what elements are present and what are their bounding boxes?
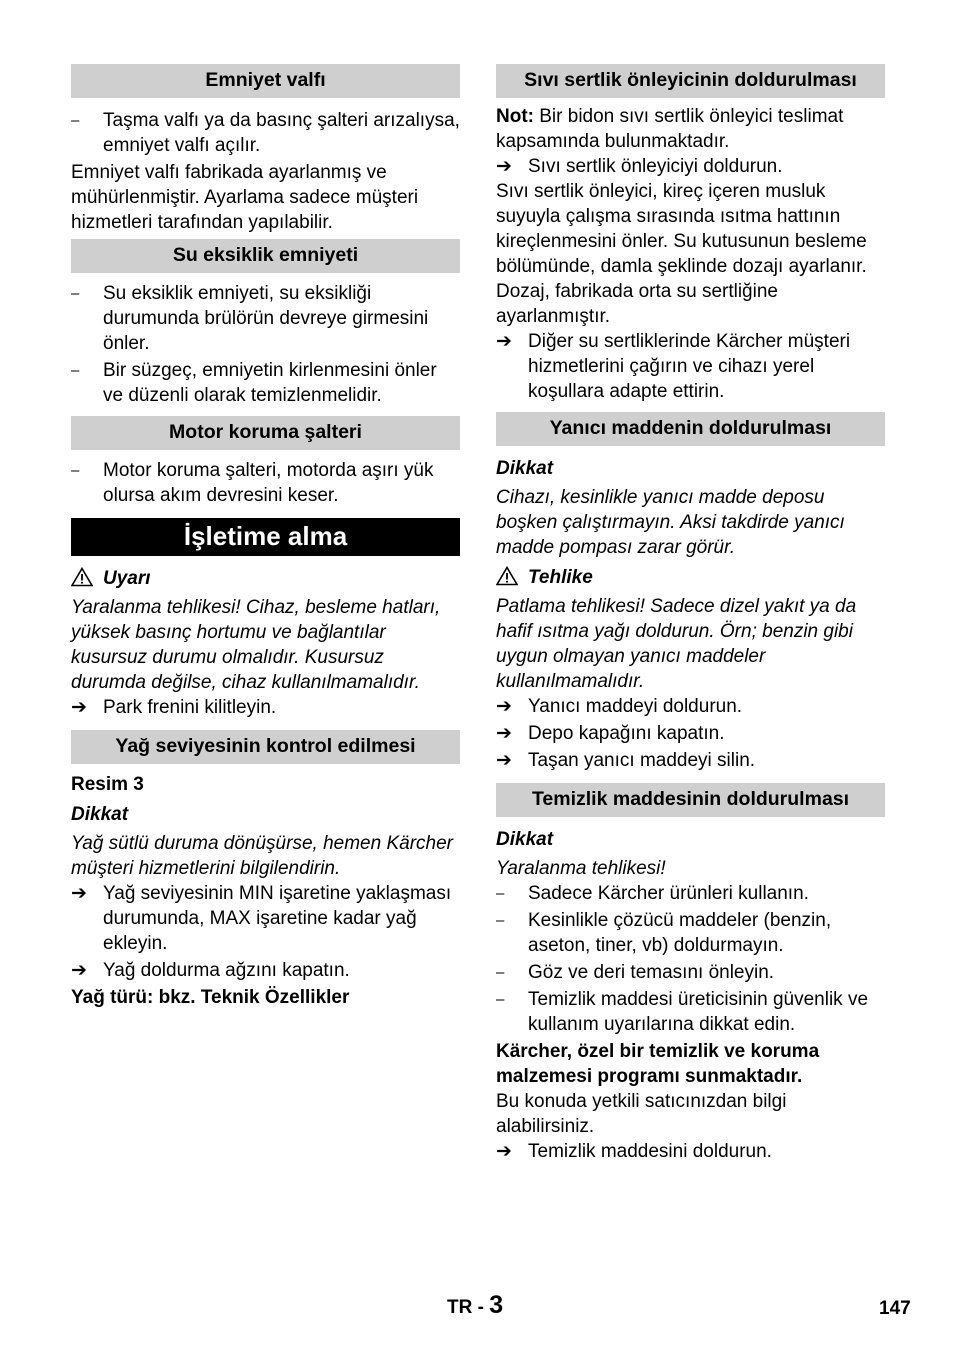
list-item: – Bir süzgeç, emniyetin kirlenmesini önler ve düzenli olarak temizlenmelidir.: [71, 358, 460, 408]
arrow-icon: ➔: [496, 696, 512, 717]
section-header-emniyet-valfi: Emniyet valfı: [71, 64, 460, 98]
section-header-sivi-sertlik: Sıvı sertlik önleyicinin doldurulması: [496, 64, 885, 98]
program-note: Kärcher, özel bir temizlik ve koruma malzemesi programı sunmaktadır.: [496, 1041, 820, 1087]
warning-triangle-icon: [71, 567, 93, 587]
step-item: ➔ Temizlik maddesini doldurun.: [496, 1141, 772, 1162]
caution-label: Dikkat: [496, 458, 554, 479]
list-item: – Kesinlikle çözücü maddeler (benzin, aseton, tiner, vb) doldurmayın.: [496, 908, 885, 958]
step-item: ➔ Yağ doldurma ağzını kapatın.: [71, 960, 350, 981]
step-item: ➔ Taşan yanıcı maddeyi silin.: [496, 750, 756, 771]
section-header-yag-seviyesi: Yağ seviyesinin kontrol edilmesi: [71, 730, 460, 764]
oil-type-note: Yağ türü: bkz. Teknik Özellikler: [71, 987, 350, 1008]
page-number: 147: [879, 1298, 911, 1319]
step-item: ➔ Yanıcı maddeyi doldurun.: [496, 696, 743, 717]
danger-text: Patlama tehlikesi! Sadece dizel yakıt ya da hafif ısıtma yağı doldurun. Örn; benzin gibi uygun olmayan yanıcı maddeler kullanılmamalıdır.: [496, 596, 857, 692]
paragraph: Dozaj, fabrikada orta su sertliğine ayarlanmıştır.: [496, 281, 778, 327]
list-item: – Sadece Kärcher ürünleri kullanın.: [496, 881, 885, 906]
warning-triangle-icon: [496, 566, 518, 586]
list-item: – Motor koruma şalteri, motorda aşırı yük olursa akım devresini keser.: [71, 458, 460, 508]
list-item: – Taşma valfı ya da basınç şalteri arızalıysa, emniyet valfı açılır.: [71, 108, 460, 158]
caution-text: Yaralanma tehlikesi!: [496, 858, 666, 879]
right-column: [496, 64, 885, 1164]
arrow-icon: ➔: [496, 156, 512, 177]
chapter-title: İşletime alma: [71, 518, 460, 556]
arrow-icon: ➔: [496, 331, 512, 352]
figure-reference: Resim 3: [71, 774, 144, 795]
warning-text: Yaralanma tehlikesi! Cihaz, besleme hatları, yüksek basınç hortumu ve bağlantılar kusursuz durumu olmalıdır. Kusursuz durumda değilse, cihaz kullanılmamalıdır.: [71, 597, 441, 693]
section-header-temizlik-maddesi: Temizlik maddesinin doldurulması: [496, 783, 885, 817]
arrow-icon: ➔: [496, 1141, 512, 1162]
warning-label: Uyarı: [71, 566, 460, 591]
step-item: ➔ Park frenini kilitleyin.: [71, 697, 277, 718]
arrow-icon: ➔: [71, 960, 87, 981]
paragraph: Emniyet valfı fabrikada ayarlanmış ve mühürlenmiştir. Ayarlama sadece müşteri hizmetleri tarafından yapılabilir.: [71, 162, 419, 233]
section-header-yanici-madde: Yanıcı maddenin doldurulması: [496, 412, 885, 446]
list-item: – Temizlik maddesi üreticisinin güvenlik ve kullanım uyarılarına dikkat edin.: [496, 987, 885, 1037]
list-item: – Göz ve deri temasını önleyin.: [496, 960, 885, 985]
caution-label: Dikkat: [71, 804, 129, 825]
caution-text: Cihazı, kesinlikle yanıcı madde deposu boşken çalıştırmayın. Aksi takdirde yanıcı madde pompası zarar görür.: [496, 487, 845, 558]
section-header-motor-koruma: Motor koruma şalteri: [71, 416, 460, 450]
arrow-icon: ➔: [71, 697, 87, 718]
paragraph: Sıvı sertlik önleyici, kireç içeren musluk suyuyla çalışma sırasında ısıtma hattının kireçlenmesini önler. Su kutusunun besleme bölümünde, damla şeklinde dozajı ayarlanır.: [496, 181, 867, 277]
left-column: [71, 64, 460, 1010]
step-item: ➔ Diğer su sertliklerinde Kärcher müşteri hizmetlerini çağırın ve cihazı yerel koşullara adapte ettirin.: [496, 331, 851, 402]
step-item: ➔ Depo kapağını kapatın.: [496, 723, 725, 744]
arrow-icon: ➔: [71, 883, 87, 904]
caution-text: Yağ sütlü duruma dönüşürse, hemen Kärcher müşteri hizmetlerini bilgilendirin.: [71, 833, 453, 879]
note-paragraph: Not: Bir bidon sıvı sertlik önleyici teslimat kapsamında bulunmaktadır.: [496, 106, 844, 152]
step-item: ➔ Sıvı sertlik önleyiciyi doldurun.: [496, 156, 783, 177]
arrow-icon: ➔: [496, 750, 512, 771]
info-paragraph: Bu konuda yetkili satıcınızdan bilgi alabilirsiniz.: [496, 1091, 787, 1137]
caution-label: Dikkat: [496, 829, 554, 850]
footer-section-code: TR - 3: [447, 1291, 504, 1319]
arrow-icon: ➔: [496, 723, 512, 744]
section-header-su-eksiklik: Su eksiklik emniyeti: [71, 239, 460, 273]
step-item: ➔ Yağ seviyesinin MIN işaretine yaklaşması durumunda, MAX işaretine kadar yağ ekleyin.: [71, 883, 452, 954]
danger-label: Tehlike: [496, 565, 885, 590]
list-item: – Su eksiklik emniyeti, su eksikliği durumunda brülörün devreye girmesini önler.: [71, 281, 460, 356]
